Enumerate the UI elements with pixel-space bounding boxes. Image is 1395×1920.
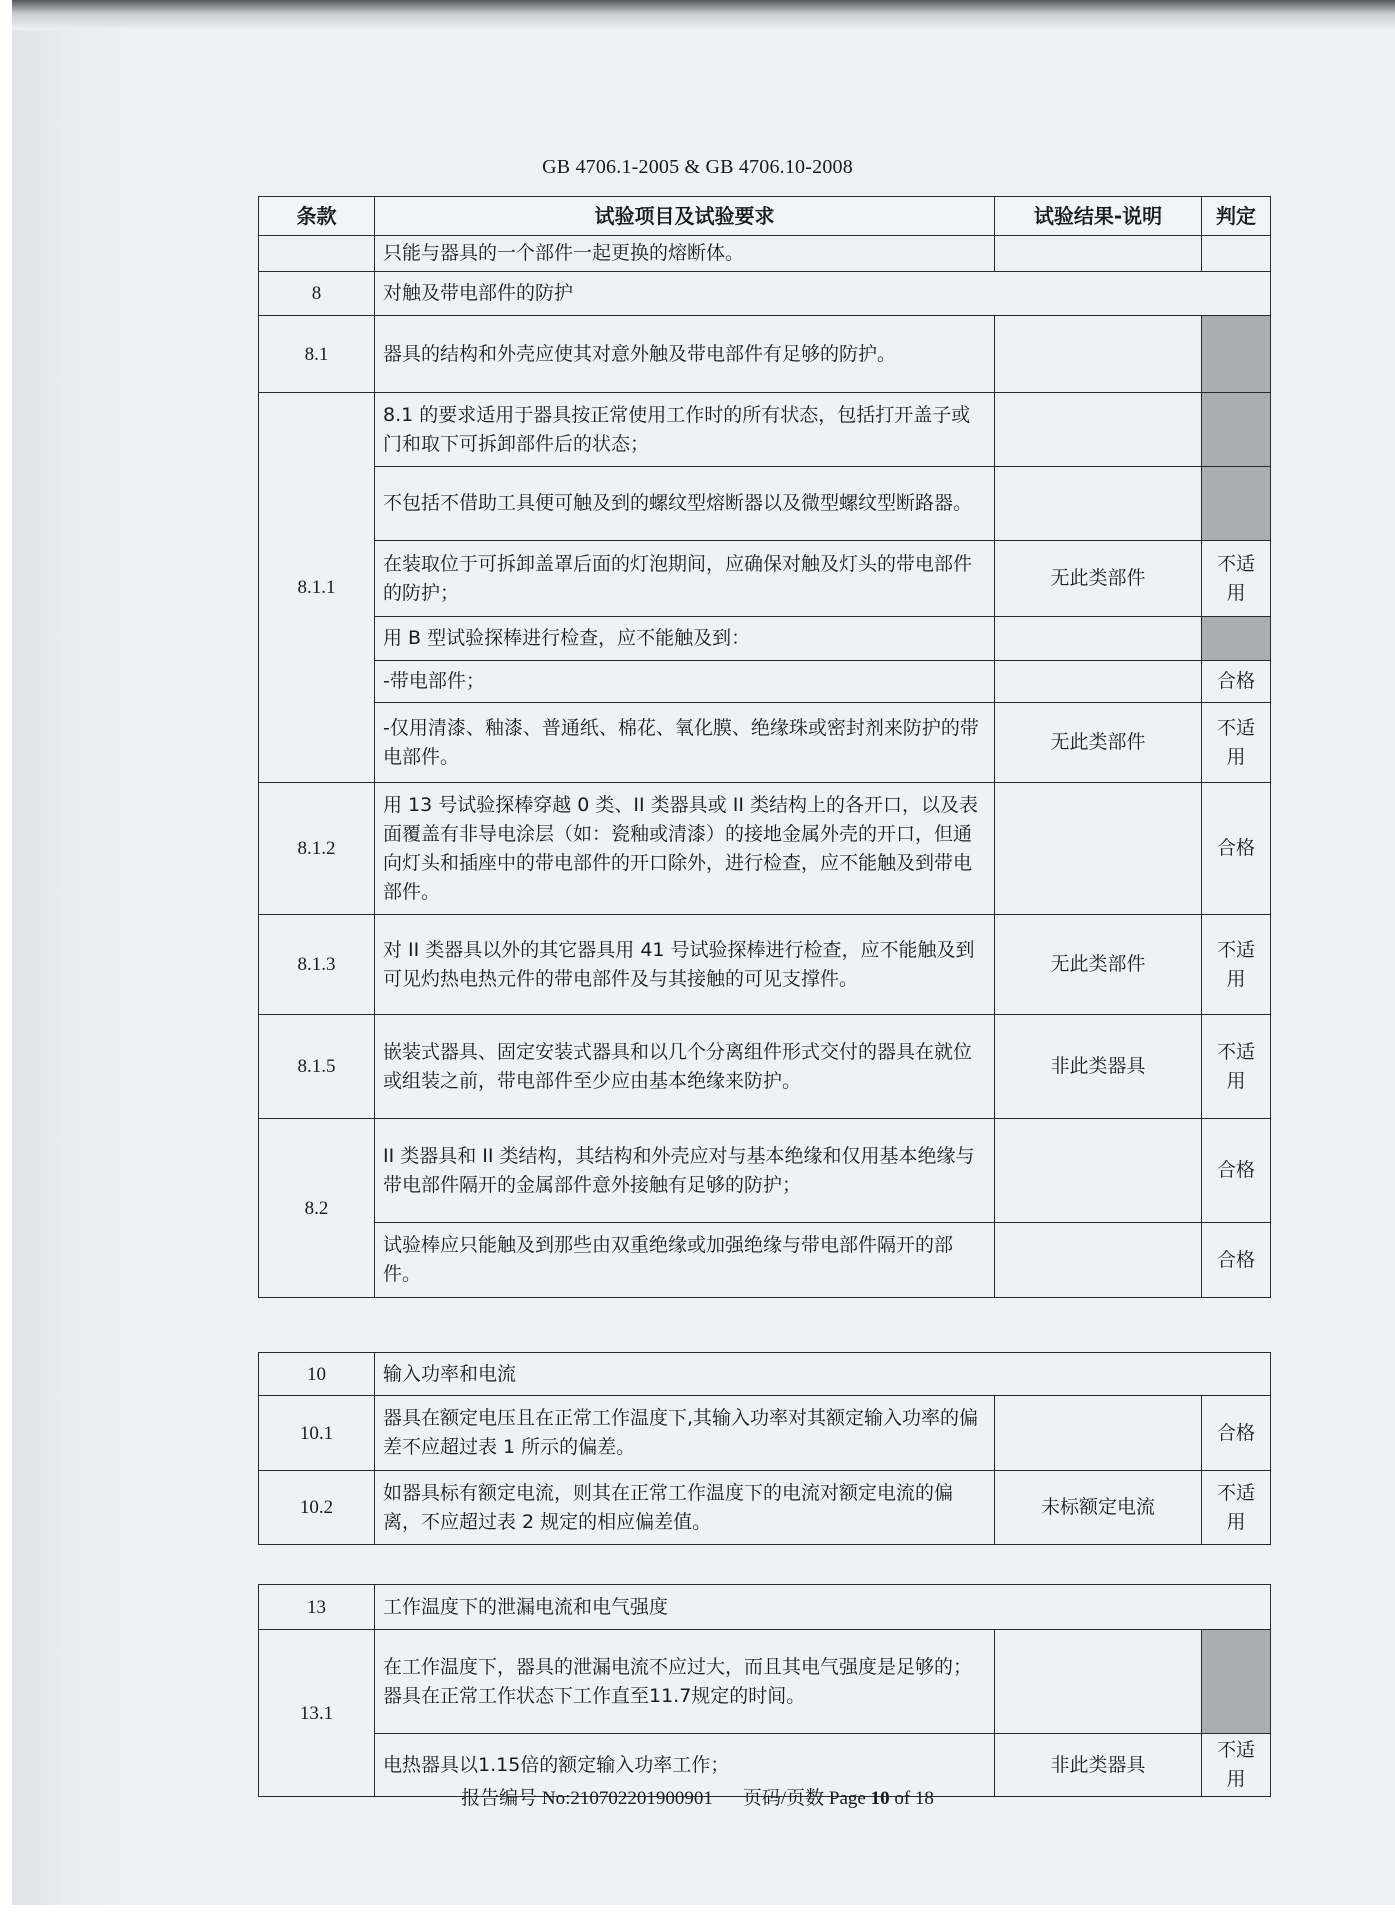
scan-binding-edge <box>12 30 130 1905</box>
requirement-cell: -带电部件； <box>375 661 995 703</box>
test-table-clause-13 <box>258 1584 1271 1797</box>
result-cell <box>995 1396 1202 1471</box>
requirement-cell: 电热器具以1.15倍的额定输入功率工作； <box>375 1734 995 1797</box>
result-cell <box>995 467 1202 541</box>
result-cell <box>995 316 1202 393</box>
verdict-cell: 不适用 <box>1202 915 1271 1015</box>
table-row <box>259 541 1271 617</box>
col-clause-header: 条款 <box>259 197 375 236</box>
table-row <box>259 1119 1271 1223</box>
section-row-10 <box>259 1353 1271 1396</box>
requirement-cell: 不包括不借助工具便可触及到的螺纹型熔断器以及微型螺纹型断路器。 <box>375 467 995 541</box>
clause-cell: 10.1 <box>259 1396 375 1471</box>
verdict-cell <box>1202 236 1271 272</box>
result-cell <box>995 617 1202 661</box>
test-table-clause-10 <box>258 1352 1271 1545</box>
clause-cell: 8.1.5 <box>259 1015 375 1119</box>
clause-cell: 8.1.3 <box>259 915 375 1015</box>
page-prefix: Page <box>828 1788 866 1809</box>
result-cell: 无此类部件 <box>995 915 1202 1015</box>
verdict-shaded-cell <box>1202 467 1271 541</box>
result-cell <box>995 1223 1202 1298</box>
verdict-cell: 合格 <box>1202 783 1271 915</box>
report-number: 报告编号 No:210702201900901 <box>461 1788 713 1809</box>
verdict-shaded-cell <box>1202 1630 1271 1734</box>
page-count-label: 页码/页数 <box>742 1788 825 1809</box>
page-total: 18 <box>914 1788 934 1809</box>
section-title: 工作温度下的泄漏电流和电气强度 <box>375 1585 1271 1630</box>
result-cell <box>995 783 1202 915</box>
table-row <box>259 703 1271 783</box>
result-cell <box>995 661 1202 703</box>
requirement-cell: 在工作温度下，器具的泄漏电流不应过大，而且其电气强度是足够的；器具在正常工作状态下工作直至11.7规定的时间。 <box>375 1630 995 1734</box>
result-cell: 非此类器具 <box>995 1734 1202 1797</box>
table-row <box>259 915 1271 1015</box>
verdict-cell: 合格 <box>1202 1396 1271 1471</box>
requirement-cell: 器具在额定电压且在正常工作温度下,其输入功率对其额定输入功率的偏差不应超过表 1 所示的偏差。 <box>375 1396 995 1471</box>
table-row <box>259 236 1271 272</box>
table-row <box>259 467 1271 541</box>
table-row <box>259 1630 1271 1734</box>
table-row <box>259 1396 1271 1471</box>
verdict-shaded-cell <box>1202 316 1271 393</box>
page-current: 10 <box>870 1788 890 1809</box>
requirement-cell: 器具的结构和外壳应使其对意外触及带电部件有足够的防护。 <box>375 316 995 393</box>
table-row <box>259 617 1271 661</box>
table-row <box>259 1471 1271 1545</box>
table-row <box>259 783 1271 915</box>
requirement-cell: -仅用清漆、釉漆、普通纸、棉花、氧化膜、绝缘珠或密封剂来防护的带电部件。 <box>375 703 995 783</box>
requirement-cell: 用 13 号试验探棒穿越 0 类、II 类器具或 II 类结构上的各开口，以及表面覆盖有非导电涂层（如：瓷釉或清漆）的接地金属外壳的开口，但通向灯头和插座中的带电部件的开口除外，进行检查，应不能触及到带电部件。 <box>375 783 995 915</box>
verdict-cell: 合格 <box>1202 661 1271 703</box>
table-row <box>259 661 1271 703</box>
section-title: 输入功率和电流 <box>375 1353 1271 1396</box>
clause-cell: 8.2 <box>259 1119 375 1298</box>
test-table-clause-8 <box>258 196 1271 1298</box>
table-row <box>259 393 1271 467</box>
result-cell: 未标额定电流 <box>995 1471 1202 1545</box>
result-cell: 非此类器具 <box>995 1015 1202 1119</box>
verdict-shaded-cell <box>1202 617 1271 661</box>
section-row-8 <box>259 272 1271 316</box>
requirement-cell: 在装取位于可拆卸盖罩后面的灯泡期间，应确保对触及灯头的带电部件的防护； <box>375 541 995 617</box>
verdict-cell: 不适用 <box>1202 1471 1271 1545</box>
clause-cell: 13 <box>259 1585 375 1630</box>
table-header-row <box>259 197 1271 236</box>
result-cell <box>995 1630 1202 1734</box>
verdict-shaded-cell <box>1202 393 1271 467</box>
verdict-cell: 不适用 <box>1202 1015 1271 1119</box>
col-result-header: 试验结果-说明 <box>995 197 1202 236</box>
scan-top-edge <box>12 0 1395 30</box>
requirement-cell: 如器具标有额定电流，则其在正常工作温度下的电流对额定电流的偏离，不应超过表 2 规定的相应偏差值。 <box>375 1471 995 1545</box>
verdict-cell: 不适用 <box>1202 703 1271 783</box>
requirement-cell: 8.1 的要求适用于器具按正常使用工作时的所有状态，包括打开盖子或门和取下可拆卸部件后的状态； <box>375 393 995 467</box>
table-row <box>259 1015 1271 1119</box>
verdict-cell: 不适用 <box>1202 1734 1271 1797</box>
clause-cell: 10 <box>259 1353 375 1396</box>
requirement-cell: 对 II 类器具以外的其它器具用 41 号试验探棒进行检查，应不能触及到可见灼热电热元件的带电部件及与其接触的可见支撑件。 <box>375 915 995 1015</box>
requirement-cell: 试验棒应只能触及到那些由双重绝缘或加强绝缘与带电部件隔开的部件。 <box>375 1223 995 1298</box>
section-title: 对触及带电部件的防护 <box>375 272 1271 316</box>
clause-cell: 8.1.2 <box>259 783 375 915</box>
clause-cell <box>259 236 375 272</box>
clause-cell: 8 <box>259 272 375 316</box>
result-cell <box>995 236 1202 272</box>
section-row-13 <box>259 1585 1271 1630</box>
clause-cell: 8.1 <box>259 316 375 393</box>
result-cell <box>995 1119 1202 1223</box>
col-verdict-header: 判定 <box>1202 197 1271 236</box>
report-footer <box>0 1783 1395 1810</box>
clause-cell: 10.2 <box>259 1471 375 1545</box>
verdict-cell: 合格 <box>1202 1223 1271 1298</box>
standard-header: GB 4706.1-2005 & GB 4706.10-2008 <box>542 156 853 178</box>
requirement-cell: 用 B 型试验探棒进行检查，应不能触及到： <box>375 617 995 661</box>
requirement-cell: 只能与器具的一个部件一起更换的熔断体。 <box>375 236 995 272</box>
table-row <box>259 316 1271 393</box>
verdict-cell: 不适用 <box>1202 541 1271 617</box>
verdict-cell: 合格 <box>1202 1119 1271 1223</box>
result-cell: 无此类部件 <box>995 541 1202 617</box>
requirement-cell: II 类器具和 II 类结构，其结构和外壳应对与基本绝缘和仅用基本绝缘与带电部件隔开的金属部件意外接触有足够的防护； <box>375 1119 995 1223</box>
result-cell <box>995 393 1202 467</box>
clause-cell: 13.1 <box>259 1630 375 1797</box>
page-of: of <box>894 1788 911 1809</box>
table-row <box>259 1223 1271 1298</box>
clause-cell: 8.1.1 <box>259 393 375 783</box>
col-requirement-header: 试验项目及试验要求 <box>375 197 995 236</box>
requirement-cell: 嵌装式器具、固定安装式器具和以几个分离组件形式交付的器具在就位或组装之前，带电部件至少应由基本绝缘来防护。 <box>375 1015 995 1119</box>
result-cell: 无此类部件 <box>995 703 1202 783</box>
